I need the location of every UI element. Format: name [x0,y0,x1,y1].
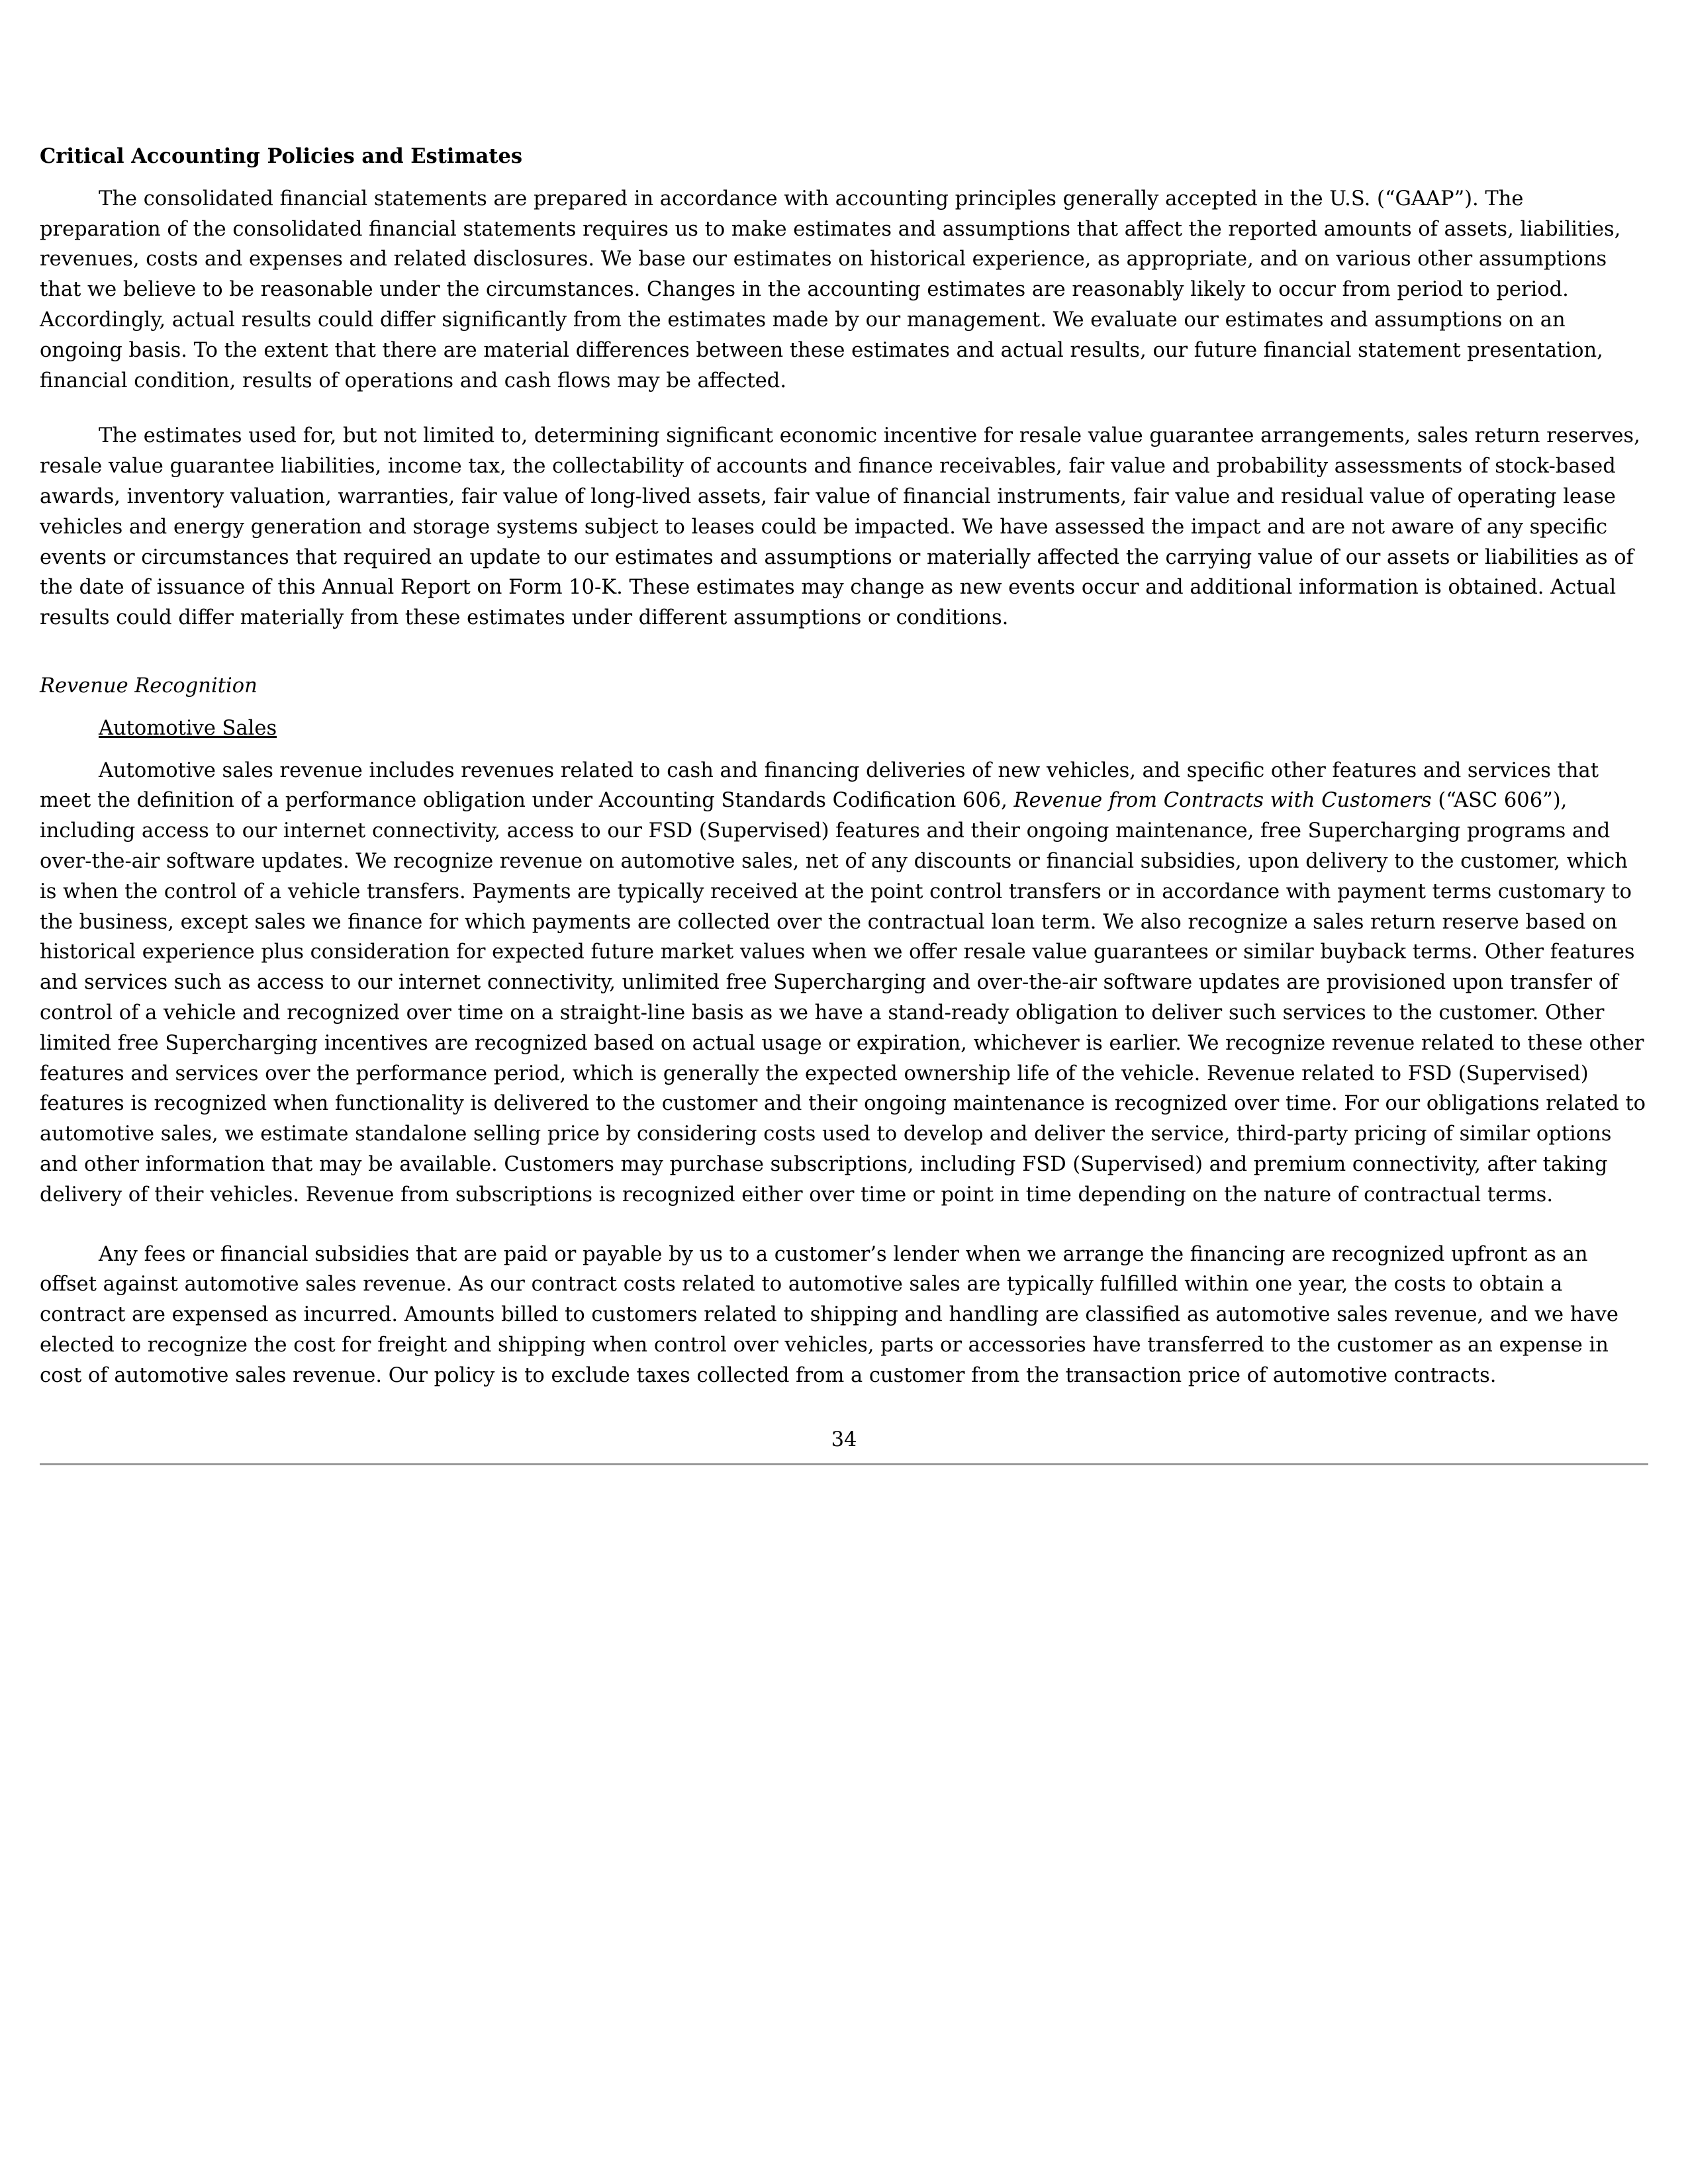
subheading-revenue-recognition: Revenue Recognition [40,674,258,698]
paragraph-estimates-used: The estimates used for, but not limited to, determining significant economic incentive for resale value guarantee arrangements, sales return reserves, resale value guarantee liabilities, income tax, the collectability of accounts and finance receivables, fair value and probability assessments of stock-based awards, inventory valuation, warranties, fair value of long-lived assets, fair value of financial instruments, fair value and residual value of operating lease vehicles and energy generation and storage systems subject to leases could be impacted. We have assessed the impact and are not aware of any specific events or circumstances that required an update to our estimates and assumptions or materially affected the carrying value of our assets or liabilities as of the date of issuance of this Annual Report on Form 10-K. These estimates may change as new events occur and additional information is obtained. Actual results could differ materially from these estimates under different assumptions or conditions. [40,424,1640,630]
paragraph-fees-subsidies: Any fees or financial subsidies that are paid or payable by us to a customer’s lender when we arrange the financing are recognized upfront as an offset against automotive sales revenue. As our contract costs related to automotive sales are typically fulfilled within one year, the costs to obtain a contract are expensed as incurred. Amounts billed to customers related to shipping and handling are classified as automotive sales revenue, and we have elected to recognize the cost for freight and shipping when control over vehicles, parts or accessories have transferred to the customer as an expense in cost of automotive sales revenue. Our policy is to exclude taxes collected from a customer from the transaction price of automotive contracts. [40,1242,1618,1387]
paragraph-gaap-estimates: The consolidated financial statements are prepared in accordance with accounting principles generally accepted in the U.S. (“GAAP”). The preparation of the consolidated financial statements requires us to make estimates and assumptions that affect the reported amounts of assets, liabilities, revenues, costs and expenses and related disclosures. We base our estimates on historical experience, as appropriate, and on various other assumptions that we believe to be reasonable under the circumstances. Changes in the accounting estimates are reasonably likely to occur from period to period. Accordingly, actual results could differ significantly from the estimates made by our management. We evaluate our estimates and assumptions on an ongoing basis. To the extent that there are material differences between these estimates and actual results, our future financial statement presentation, financial condition, results of operations and cash flows may be affected. [40,187,1621,392]
subheading-automotive-sales: Automotive Sales [99,716,277,740]
document-page [40,142,1648,1465]
page-number: 34 [831,1428,857,1452]
section-heading: Critical Accounting Policies and Estimates [40,144,523,168]
paragraph-text-end: (“ASC 606”), including access to our internet connectivity, access to our FSD (Supervised) features and their ongoing maintenance, free Supercharging programs and over-the-air software updates. We recognize revenue on automotive sales, net of any discounts or financial subsidies, upon delivery to the customer, which is when the control of a vehicle transfers. Payments are typically received at the point control transfers or in accordance with payment terms customary to the business, except sales we finance for which payments are collected over the contractual loan term. We also recognize a sales return reserve based on historical experience plus consideration for expected future market values when we offer resale value guarantees or similar buyback terms. Other features and services such as access to our internet connectivity, unlimited free Supercharging and over-the-air software updates are provisioned upon transfer of control of a vehicle and recognized over time on a straight-line basis as we have a stand-ready obligation to deliver such services to the customer. Other limited free Supercharging incentives are recognized based on actual usage or expiration, whichever is earlier. We recognize revenue related to these other features and services over the performance period, which is generally the expected ownership life of the vehicle. Revenue related to FSD (Supervised) features is recognized when functionality is delivered to the customer and their ongoing maintenance is recognized over time. For our obligations related to automotive sales, we estimate standalone selling price by considering costs used to develop and deliver the service, third-party pricing of similar options and other information that may be available. Customers may purchase subscriptions, including FSD (Supervised) and premium connectivity, after taking delivery of their vehicles. Revenue from subscriptions is recognized either over time or point in time depending on the nature of contractual terms. [40,789,1646,1206]
paragraph-text-start: Automotive sales revenue includes revenues related to cash and financing deliveries of new vehicles, and specific other features and services that meet the definition of a performance obligation under Accounting Standards Codification 606, [40,758,1599,813]
paragraph-automotive-sales-revenue [40,756,1648,1210]
page-divider [40,1463,1648,1465]
asc-606-title: Revenue from Contracts with Customers [1013,789,1432,813]
